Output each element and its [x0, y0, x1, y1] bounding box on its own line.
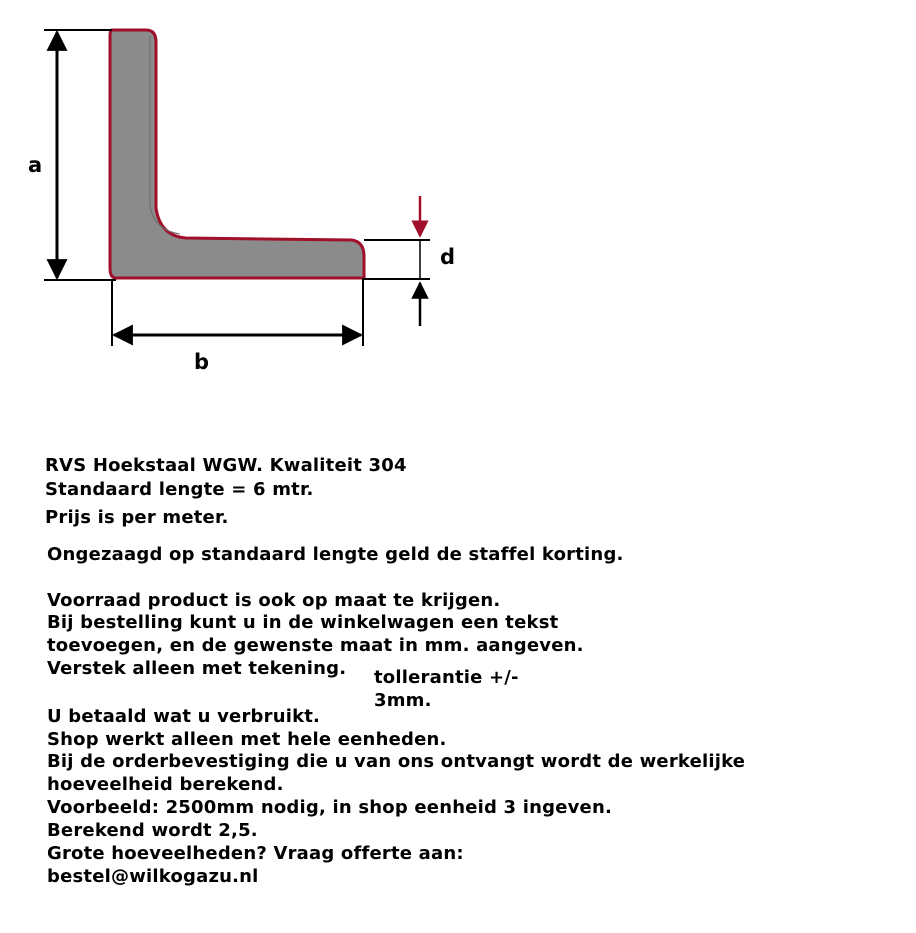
tolerance-line-2: 3mm.: [374, 690, 432, 711]
dimension-b-label: b: [194, 350, 210, 374]
custom-line-3: toevoegen, en de gewenste maat in mm. aangeven.: [47, 635, 584, 656]
discount-text: Ongezaagd op standaard lengte geld de staffel korting.: [47, 544, 624, 565]
dimension-d-label: d: [440, 245, 456, 269]
header-line-1: RVS Hoekstaal WGW. Kwaliteit 304: [45, 455, 407, 476]
contact-email[interactable]: bestel@wilkogazu.nl: [47, 866, 259, 887]
usage-line-1: U betaald wat u verbruikt.: [47, 706, 321, 727]
usage-line-4: hoeveelheid berekend.: [47, 774, 284, 795]
dimension-a-label: a: [28, 153, 43, 177]
usage-line-6: Berekend wordt 2,5.: [47, 820, 258, 841]
custom-line-1: Voorraad product is ook op maat te krijgen.: [47, 590, 501, 611]
custom-line-2: Bij bestelling kunt u in de winkelwagen een tekst: [47, 612, 559, 633]
angle-profile-shape: [110, 30, 364, 278]
tolerance-line-1: tollerantie +/-: [374, 667, 519, 688]
angle-profile-diagram: [0, 0, 470, 390]
header-line-3: Prijs is per meter.: [45, 507, 229, 528]
usage-line-3: Bij de orderbevestiging die u van ons ontvangt wordt de werkelijke: [47, 751, 746, 772]
usage-line-5: Voorbeeld: 2500mm nodig, in shop eenheid 3 ingeven.: [47, 797, 613, 818]
custom-line-4: Verstek alleen met tekening.: [47, 658, 347, 679]
usage-line-2: Shop werkt alleen met hele eenheden.: [47, 729, 447, 750]
usage-line-7: Grote hoeveelheden? Vraag offerte aan:: [47, 843, 464, 864]
header-line-2: Standaard lengte = 6 mtr.: [45, 479, 314, 500]
